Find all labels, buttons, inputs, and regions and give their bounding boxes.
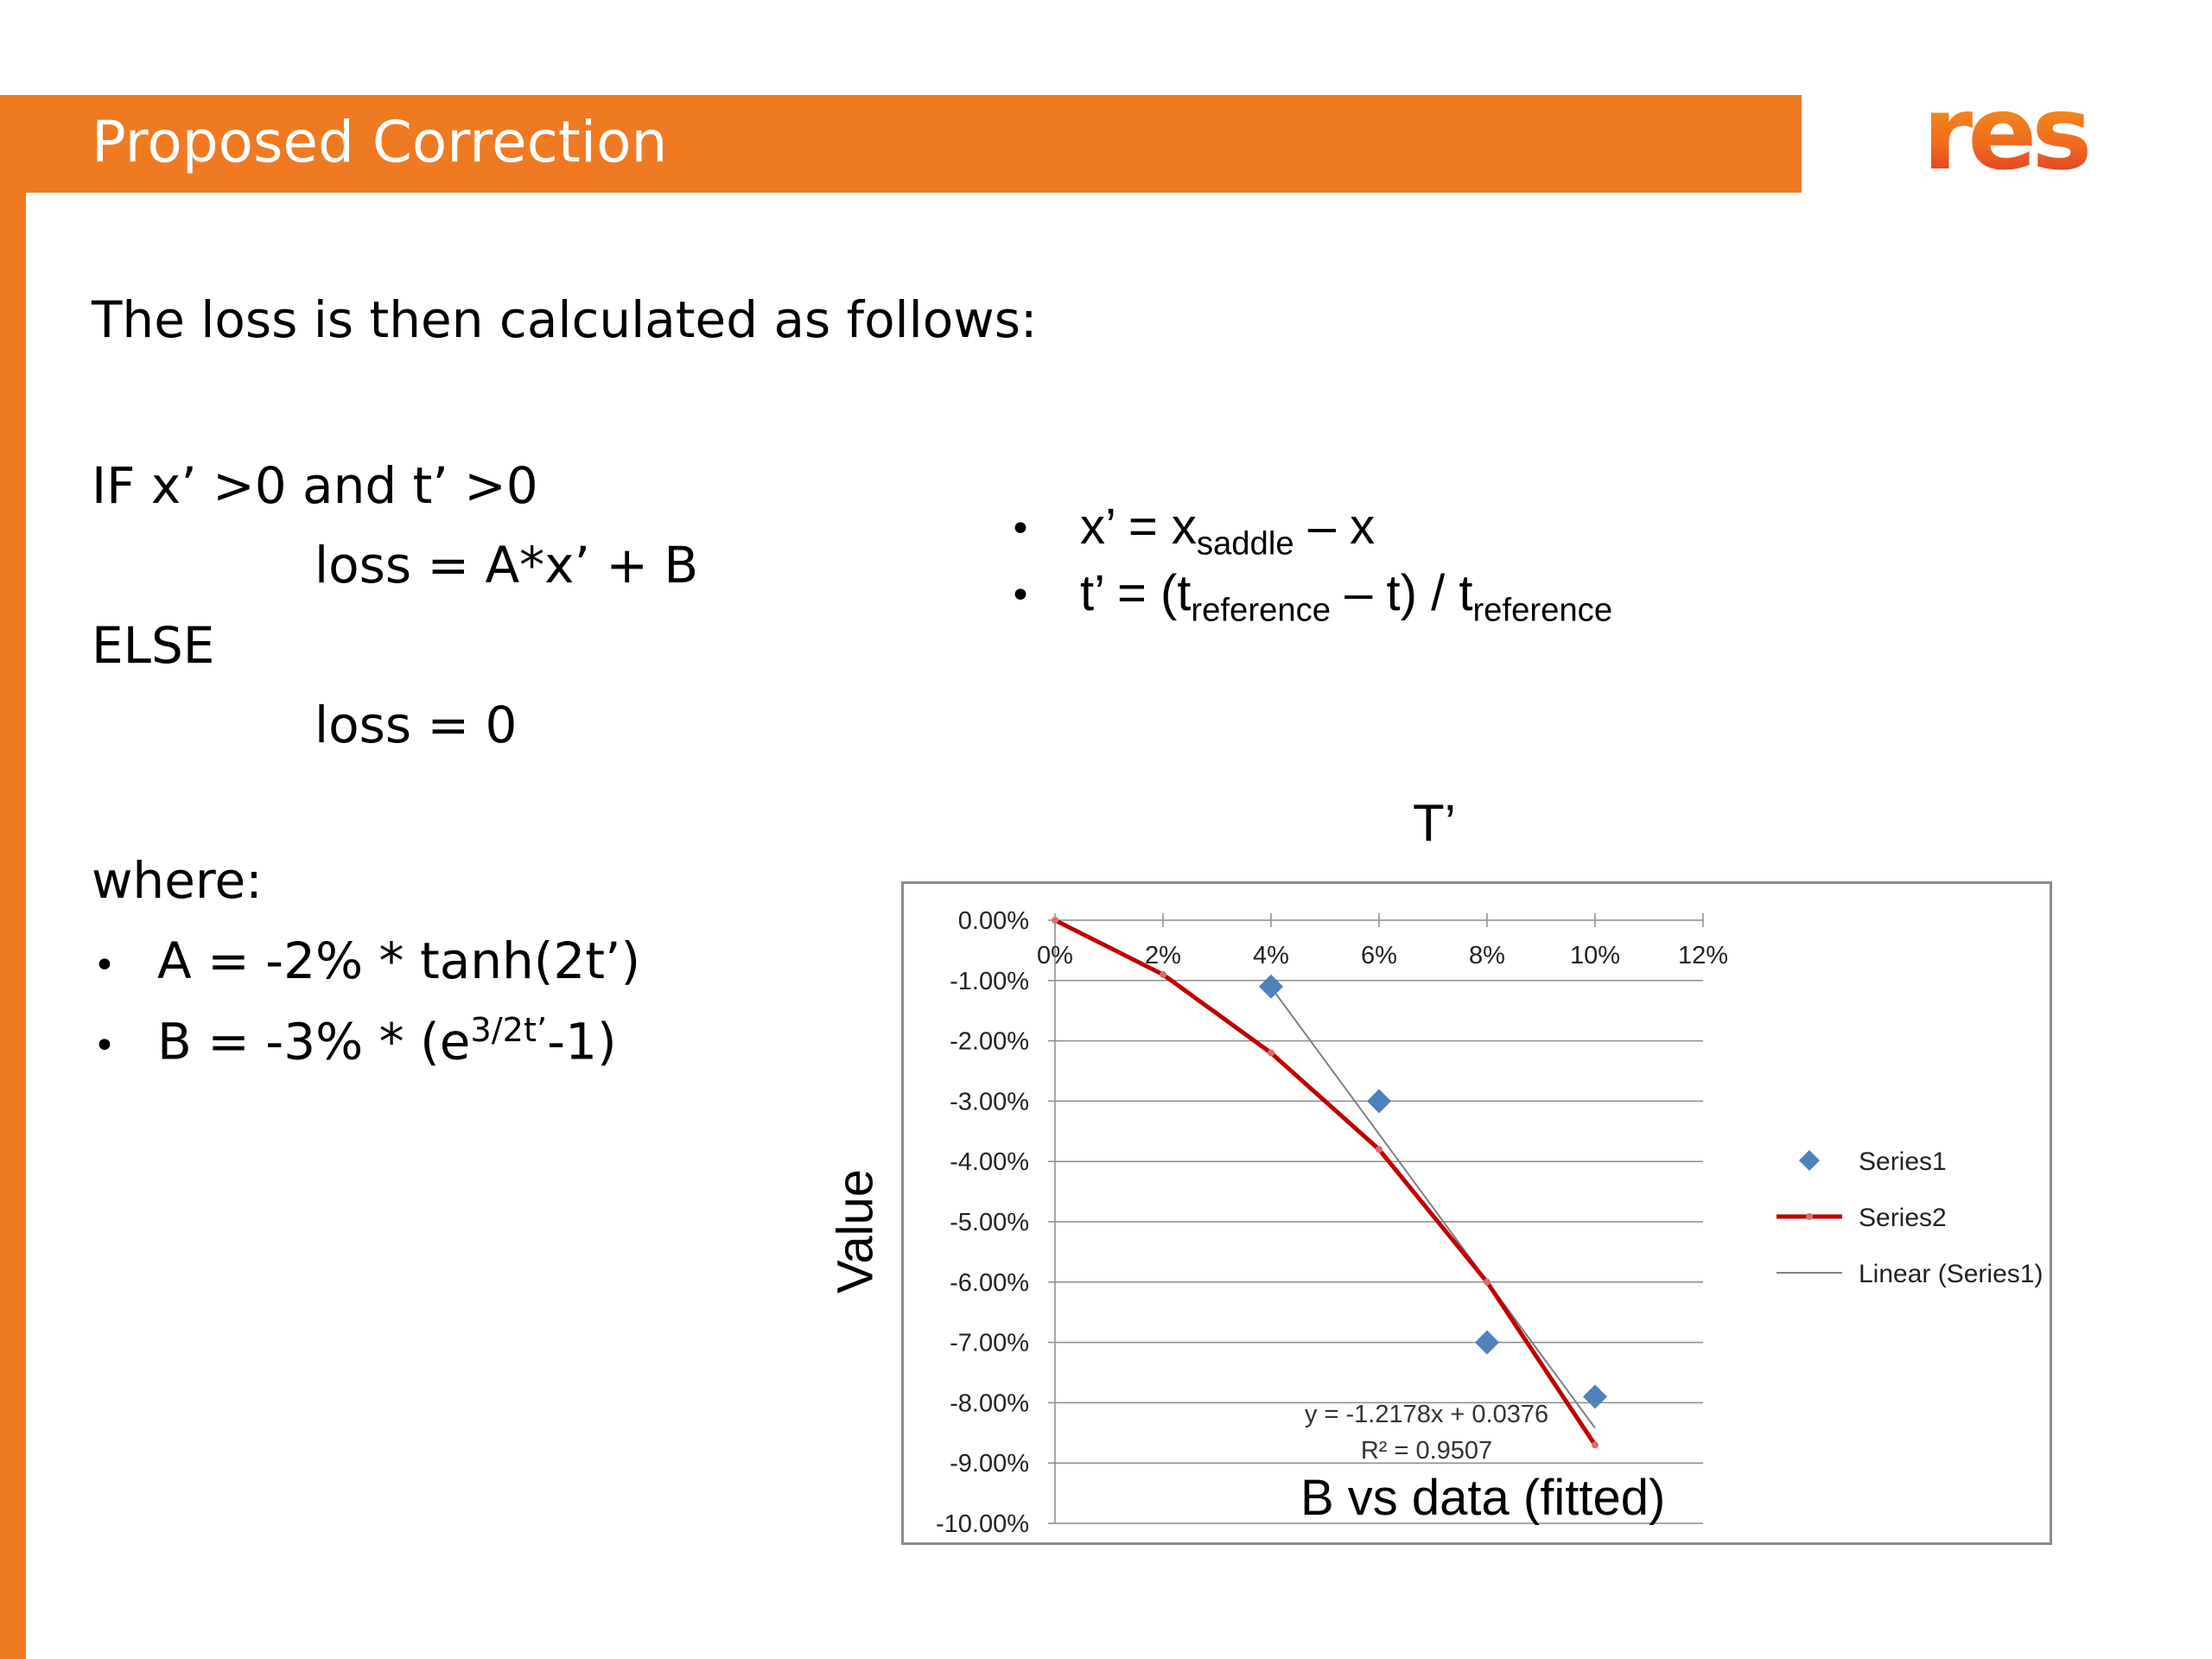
trendline-equation: y = -1.2178x + 0.0376 [1304, 1401, 1549, 1428]
x-tick-label: 10% [1569, 942, 1621, 969]
series2-point [1376, 1146, 1382, 1153]
x-tick-label: 0% [1037, 942, 1073, 969]
chart-title: T’ [1413, 794, 1456, 852]
x-tick-label: 8% [1469, 942, 1505, 969]
y-tick-label: 0.00% [957, 907, 1029, 935]
x-tick-label: 6% [1361, 942, 1397, 969]
series1-point [1259, 975, 1283, 999]
y-tick-label: -3.00% [950, 1088, 1029, 1116]
trendline-linear-series1 [1271, 987, 1595, 1427]
formula-a: A = -2% * tanh(2t’) [157, 931, 641, 990]
bullet-dot: • [1009, 507, 1032, 551]
trendline-r-squared: R² = 0.9507 [1360, 1437, 1493, 1465]
series2-point [1052, 917, 1058, 924]
formula-b: $B = -3\% * (e^{3/2t’}-1)$ [157, 1011, 617, 1071]
slide-title: Proposed Correction [92, 109, 668, 175]
bullet-dot: • [1009, 574, 1032, 618]
logo-text: res [1923, 86, 2088, 181]
y-tick-label: -8.00% [950, 1389, 1029, 1418]
loss-formula: loss = A*x’ + B [315, 536, 699, 594]
series2-point [1160, 971, 1166, 978]
x-tick-label: 12% [1677, 942, 1729, 969]
y-tick-label: -5.00% [950, 1209, 1029, 1236]
y-tick-label: -2.00% [950, 1027, 1029, 1056]
chart-bottom-caption: B vs data (fitted) [1300, 1470, 1666, 1526]
y-tick-label: -10.00% [935, 1510, 1029, 1538]
legend-series2-label: Series2 [1859, 1204, 1947, 1232]
y-axis-label: Value [827, 1168, 884, 1294]
definition-x: x’ = $x_{saddle}$ – x [1080, 499, 1376, 563]
series1-point [1583, 1384, 1607, 1408]
y-tick-label: -1.00% [950, 967, 1029, 995]
series2-point [1592, 1441, 1599, 1448]
legend-series1-label: Series1 [1859, 1147, 1947, 1176]
series1-point [1367, 1089, 1391, 1113]
if-condition: IF x’ >0 and t’ >0 [92, 456, 538, 515]
definition-t: t’ = $(t_{reference} - t) / t_{reference}$ [1080, 565, 1613, 629]
series1-point [1475, 1331, 1499, 1355]
series2-point [1484, 1279, 1491, 1286]
bullet-dot: • [93, 944, 116, 988]
chart-frame [901, 881, 2052, 1545]
y-tick-label: -7.00% [950, 1329, 1029, 1357]
series2-line [1055, 920, 1595, 1445]
x-tick-label: 4% [1253, 942, 1289, 969]
x-tick-label: 2% [1145, 942, 1181, 969]
legend-linear-label: Linear (Series1) [1859, 1260, 2044, 1288]
chart-plot [904, 884, 2050, 1542]
series2-point [1268, 1050, 1274, 1057]
intro-text: The loss is then calculated as follows: [92, 290, 1038, 349]
bullet-dot: • [93, 1024, 116, 1068]
where-label: where: [92, 851, 263, 910]
legend-series1-marker [1799, 1150, 1820, 1171]
legend-series2-marker [1806, 1213, 1813, 1220]
y-tick-label: -4.00% [950, 1148, 1029, 1177]
loss-zero: loss = 0 [315, 696, 518, 754]
res-logo [1923, 86, 2113, 181]
else-keyword: ELSE [92, 616, 215, 675]
y-tick-label: -6.00% [950, 1268, 1029, 1297]
y-tick-label: -9.00% [950, 1450, 1029, 1478]
left-accent-bar [0, 95, 26, 1659]
